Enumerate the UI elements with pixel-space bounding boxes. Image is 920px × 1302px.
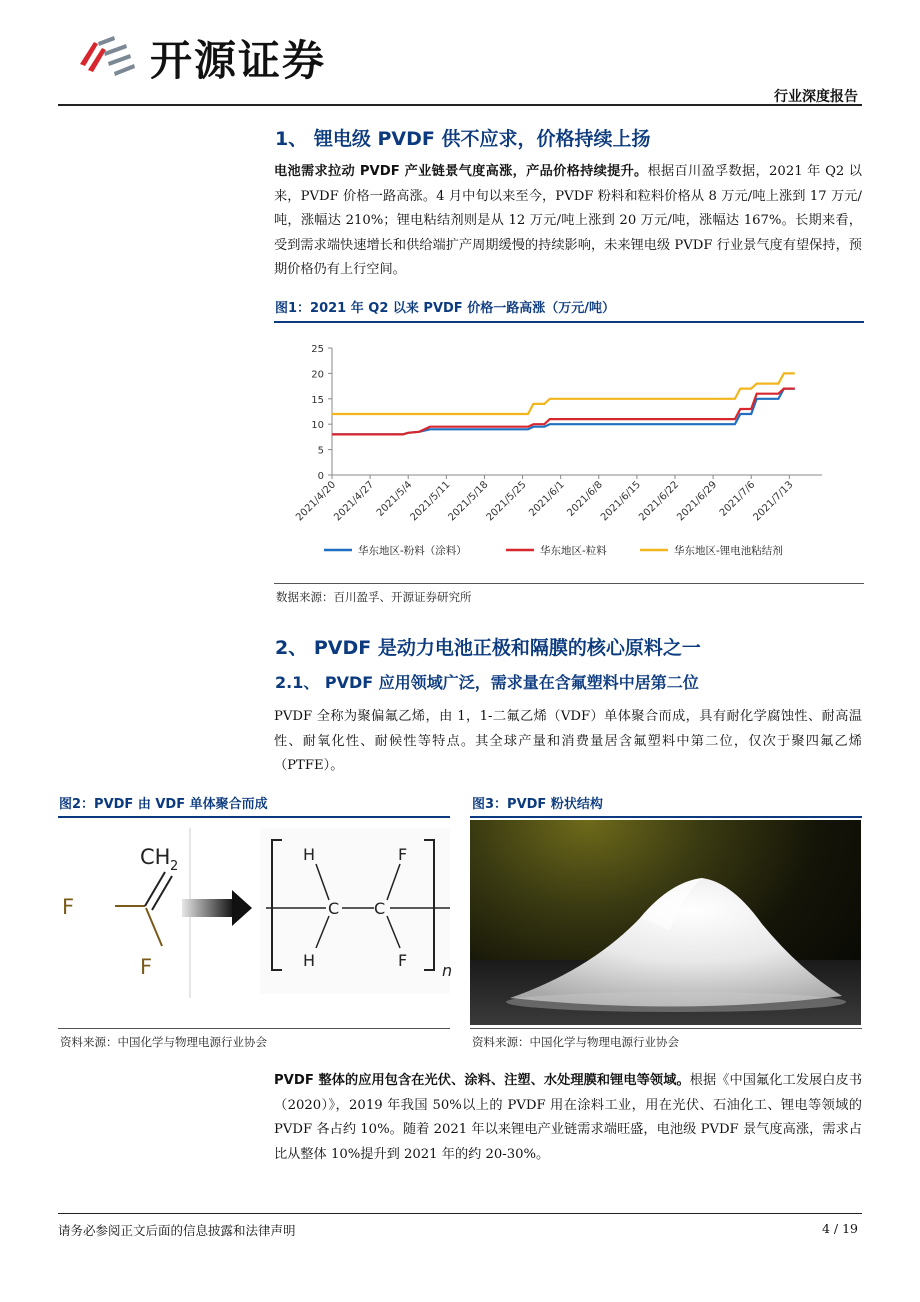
repeat-n-label: n xyxy=(442,961,453,980)
y-tick-label: 20 xyxy=(311,369,324,381)
figure3-caption: 图3：PVDF 粉状结构 xyxy=(472,797,603,812)
section2-lead: PVDF 整体的应用包含在光伏、涂料、注塑、水处理膜和锂电等领域。 xyxy=(274,1073,690,1088)
x-tick-label: 2021/6/29 xyxy=(675,479,720,524)
legend-label: 华东地区-粉料（涂料） xyxy=(358,545,467,557)
x-tick-label: 2021/5/25 xyxy=(484,479,529,524)
section2-heading: 2、 PVDF 是动力电池正极和隔膜的核心原料之一 xyxy=(275,637,701,659)
figure2-caption: 图2：PVDF 由 VDF 单体聚合而成 xyxy=(59,797,268,812)
y-tick-label: 25 xyxy=(311,344,324,355)
figure2-source: 资料来源：中国化学与物理电源行业协会 xyxy=(60,1035,267,1049)
c-label-2: C xyxy=(374,899,386,918)
figure1-caption-rule xyxy=(274,321,864,323)
pvdf-powder-photo xyxy=(470,820,861,1025)
f-label-bottom: F xyxy=(140,955,153,979)
x-tick-label: 2021/4/27 xyxy=(332,479,377,524)
section1-body: 根据百川盈孚数据，2021 年 Q2 以来，PVDF 价格一路高涨。4 月中旬以来至今，PVDF 粉料和粒料价格从 8 万元/吨上涨到 17 万元/吨，涨幅达 210%；锂电粘结剂则是从 12 万元/吨上涨到 20 万元/吨，涨幅达 167%。长期来看，受到需求端快速增长和供给端扩产周期缓慢的持续影响，未来锂电级 PVDF 行业景气度有望保持，预期价格仍有上行空间。 xyxy=(274,164,862,277)
report-type: 行业深度报告 xyxy=(774,89,858,105)
section1-lead: 电池需求拉动 PVDF 产业链景气度高涨，产品价格持续提升。 xyxy=(274,164,648,179)
f-label-bottom-poly: F xyxy=(398,951,408,970)
logo xyxy=(74,30,138,80)
x-tick-label: 2021/6/22 xyxy=(637,479,682,524)
price-line-chart xyxy=(274,326,864,582)
x-tick-label: 2021/5/11 xyxy=(408,479,453,524)
figure2-diagram xyxy=(58,820,453,1028)
y-tick-label: 5 xyxy=(317,445,324,457)
f-label-top: F xyxy=(398,845,408,864)
reaction-arrow-icon xyxy=(182,890,252,926)
section1-heading: 1、 锂电级 PVDF 供不应求，价格持续上扬 xyxy=(275,128,651,150)
ch2-subscript: 2 xyxy=(170,859,179,874)
logo-text: 开源证券 xyxy=(150,36,327,85)
series-line-3 xyxy=(332,373,795,414)
figure1-chart xyxy=(274,326,864,582)
x-tick-label: 2021/6/8 xyxy=(565,479,605,519)
header-rule xyxy=(58,104,862,106)
chart-legend xyxy=(324,544,783,557)
x-tick-label: 2021/4/20 xyxy=(294,479,339,524)
ch2-label: CH xyxy=(140,845,171,869)
figure3-source-rule xyxy=(470,1028,862,1029)
h-label-top: H xyxy=(303,845,316,864)
figure3-source: 资料来源：中国化学与物理电源行业协会 xyxy=(472,1035,679,1049)
legend-label: 华东地区-粒料 xyxy=(540,545,607,557)
section2-paragraph2 xyxy=(274,1069,862,1167)
figure2-source-rule xyxy=(58,1028,450,1029)
x-tick-label: 2021/7/13 xyxy=(751,479,796,524)
f-label-left: F xyxy=(62,895,75,919)
figure1-source: 数据来源：百川盈孚、开源证券研究所 xyxy=(276,590,472,604)
section1-paragraph xyxy=(274,160,862,283)
section2-paragraph1: PVDF 全称为聚偏氟乙烯，由 1，1-二氟乙烯（VDF）单体聚合而成，具有耐化学腐蚀性、耐高温性、耐氧化性、耐候性等特点。其全球产量和消费量居含氟塑料中第二位，仅次于聚四氟乙烯（PTFE）。 xyxy=(274,709,862,773)
x-tick-label: 2021/6/15 xyxy=(598,479,644,524)
chart-series xyxy=(332,373,795,434)
y-tick-label: 0 xyxy=(317,471,324,482)
vdf-polymerization-diagram xyxy=(58,820,453,1028)
x-tick-label: 2021/5/18 xyxy=(446,479,491,524)
y-tick-label: 15 xyxy=(311,394,324,406)
series-line-2 xyxy=(332,389,795,435)
figure1-source-rule xyxy=(274,583,864,584)
section2-body: 根据《中国氟化工发展白皮书（2020）》，2019 年我国 50%以上的 PVDF 用在涂料工业，用在光伏、石油化工、锂电等领域的 PVDF 各占约 10%。随着 2021 年以来锂电产业链需求端旺盛，电池级 PVDF 景气度高涨，需求占比从整体 10%提升到 2021 年的约 20-30%。 xyxy=(274,1073,863,1162)
series-line-1 xyxy=(332,389,795,435)
c-label-1: C xyxy=(328,899,340,918)
powder-pile-image xyxy=(470,820,861,1025)
x-tick-label: 2021/5/4 xyxy=(374,479,415,519)
footer-rule xyxy=(58,1213,862,1214)
figure1-caption: 图1：2021 年 Q2 以来 PVDF 价格一路高涨（万元/吨） xyxy=(275,301,615,316)
page-number: 4 / 19 xyxy=(821,1221,858,1236)
figure3-caption-rule xyxy=(470,816,862,818)
figure2-caption-rule xyxy=(58,816,450,818)
y-tick-label: 10 xyxy=(311,420,324,432)
x-tick-label: 2021/7/6 xyxy=(717,479,758,519)
logo-mark-icon xyxy=(74,30,138,80)
legend-label: 华东地区-锂电池粘结剂 xyxy=(674,545,783,557)
x-tick-label: 2021/6/1 xyxy=(527,479,567,519)
footer-disclaimer: 请务必参阅正文后面的信息披露和法律声明 xyxy=(58,1223,296,1238)
h-label-bottom: H xyxy=(303,951,316,970)
section2-1-heading: 2.1、 PVDF 应用领域广泛，需求量在含氟塑料中居第二位 xyxy=(275,673,699,692)
